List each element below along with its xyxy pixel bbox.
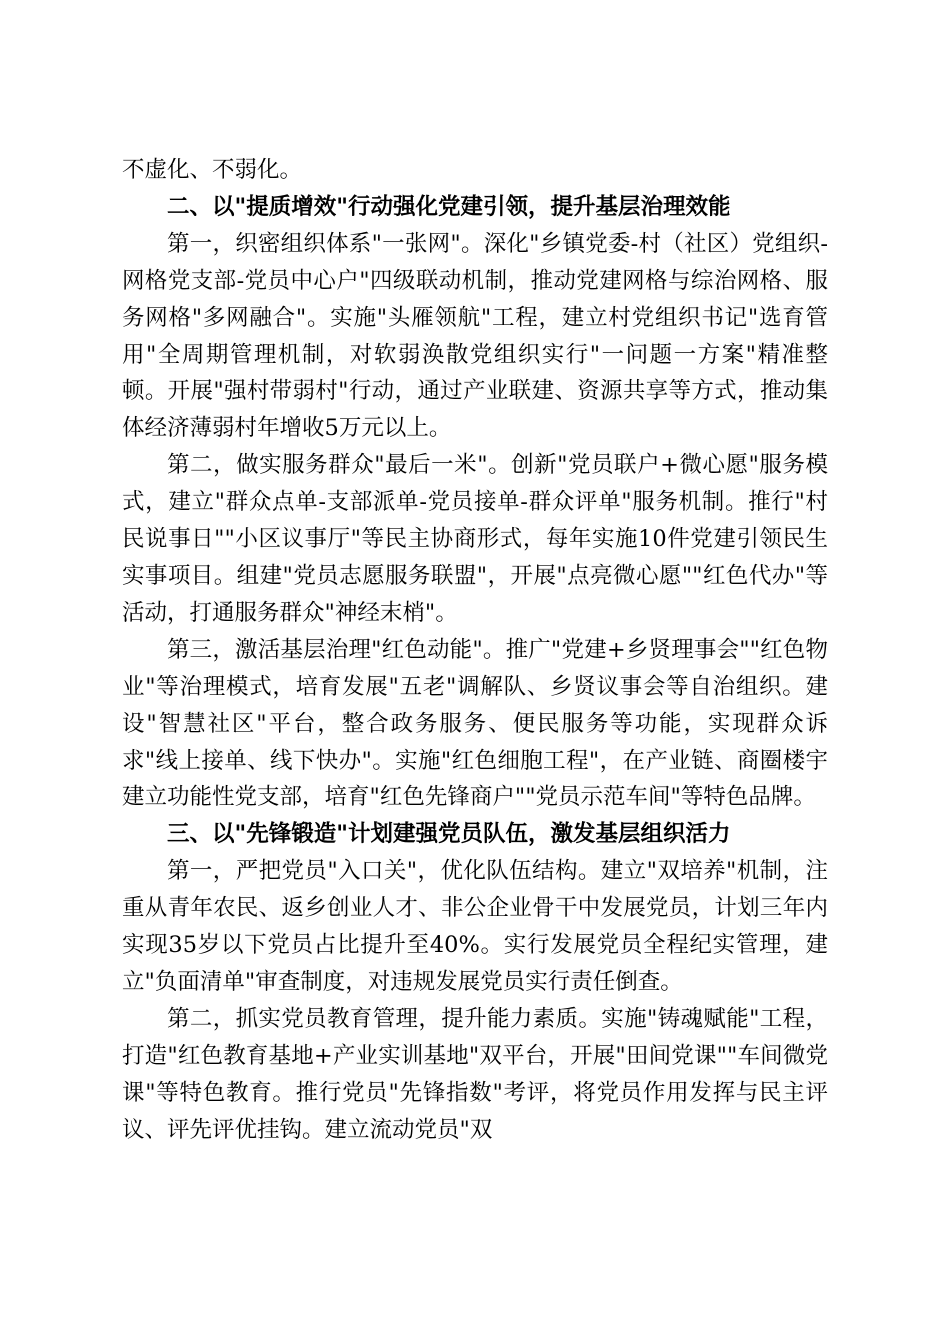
paragraph-organization-network: 第一，织密组织体系"一张网"。深化"乡镇党委-村（社区）党组织-网格党支部-党员中心户"四级联动机制，推动党建网格与综治网格、服务网格"多网融合"。实施"头雁领航"工程，建立村党组织书记"选育管用"全周期管理机制，对软弱涣散党组织实行"一问题一方案"精准整顿。开展"强村带弱村"行动，通过产业联建、资源共享等方式，推动集体经济薄弱村年增收5万元以上。 bbox=[122, 230, 828, 442]
document-page bbox=[122, 152, 828, 1148]
paragraph-continuation: 不虚化、不弱化。 bbox=[122, 157, 303, 183]
section-heading-three: 三、以"先锋锻造"计划建强党员队伍，激发基层组织活力 bbox=[167, 821, 731, 848]
paragraph-member-entry: 第一，严把党员"入口关"，优化队伍结构。建立"双培养"机制，注重从青年农民、返乡创业人才、非公企业骨干中发展党员，计划三年内实现35岁以下党员占比提升至40%。实行发展党员全程纪实管理，建立"负面清单"审查制度，对违规发展党员实行责任倒查。 bbox=[122, 858, 828, 995]
paragraph-member-education: 第二，抓实党员教育管理，提升能力素质。实施"铸魂赋能"工程，打造"红色教育基地+产业实训基地"双平台，开展"田间党课""车间微党课"等特色教育。推行党员"先锋指数"考评，将党员作用发挥与民主评议、评先评优挂钩。建立流动党员"双 bbox=[122, 1005, 828, 1143]
paragraph-red-momentum: 第三，激活基层治理"红色动能"。推广"党建+乡贤理事会""红色物业"等治理模式，培育发展"五老"调解队、乡贤议事会等自治组织。建设"智慧社区"平台，整合政务服务、便民服务等功能，实现群众诉求"线上接单、线下快办"。实施"红色细胞工程"，在产业链、商圈楼宇建立功能性党支部，培育"红色先锋商户""党员示范车间"等特色品牌。 bbox=[122, 636, 828, 811]
section-heading-two: 二、以"提质增效"行动强化党建引领，提升基层治理效能 bbox=[167, 193, 731, 220]
paragraph-serve-masses: 第二，做实服务群众"最后一米"。创新"党员联户+微心愿"服务模式，建立"群众点单-支部派单-党员接单-群众评单"服务机制。推行"村民说事日""小区议事厅"等民主协商形式，每年实施10件党建引领民生实事项目。组建"党员志愿服务联盟"，开展"点亮微心愿""红色代办"等活动，打通服务群众"神经末梢"。 bbox=[122, 452, 828, 626]
